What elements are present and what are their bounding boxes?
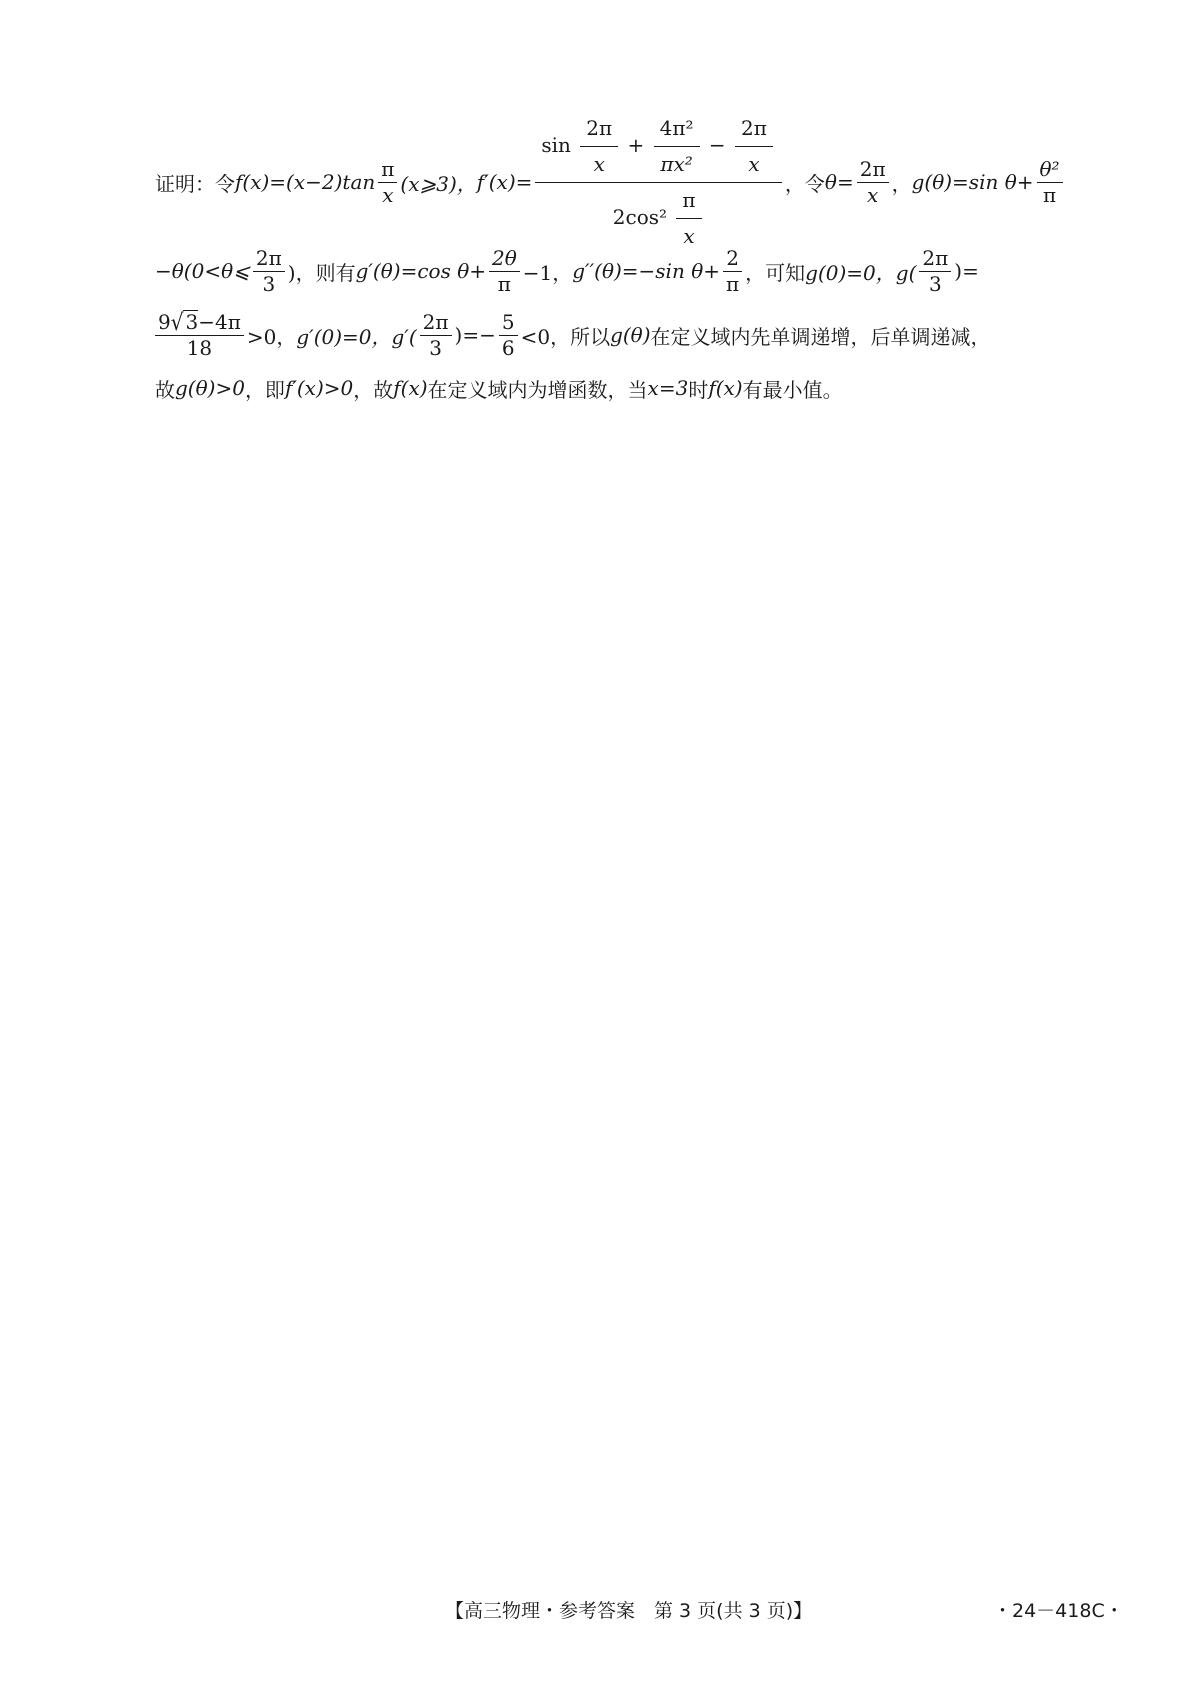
g-prime-definition: g′(θ)=cos θ+: [355, 259, 486, 283]
function-definition: f(x)=(x−2)tan: [235, 170, 376, 194]
fraction-numerator: 2π: [420, 311, 452, 336]
fraction-2pi-over-x: [580, 117, 618, 176]
g-prime-values: g′(0)=0，g′(: [296, 324, 417, 349]
fraction-numerator: 2θ: [489, 247, 520, 272]
fraction-denominator: πx²: [660, 151, 693, 176]
f-prime-positive: f′(x)>0: [284, 376, 354, 400]
sqrt-icon: √: [170, 308, 184, 336]
fraction-numerator: 4π²: [654, 117, 700, 147]
substitution-text: ，令: [784, 171, 825, 196]
fraction-numerator: 2π: [253, 247, 285, 272]
fraction-denominator: 3: [262, 271, 276, 296]
fraction-numerator: 2π: [919, 247, 951, 272]
equals-minus: )=−: [454, 323, 496, 347]
minus-4pi: −4π: [198, 310, 241, 334]
fraction-numerator: 2π: [735, 117, 773, 147]
fraction-2theta-over-pi: [489, 247, 520, 296]
fraction-pi-over-x: [676, 189, 701, 248]
fraction-pi-over-x: [378, 158, 397, 207]
fraction-numerator: 2π: [580, 117, 618, 147]
greater-than-zero: >0，: [246, 324, 297, 349]
fraction-2pi-over-3: [919, 247, 951, 296]
that-is-text: ，即: [244, 377, 285, 402]
theta-range: −θ(0<θ⩽: [155, 259, 250, 283]
proof-intro: 证明：令: [155, 171, 235, 196]
page-footer: [0, 1596, 1200, 1626]
fraction-denominator: π: [1042, 182, 1057, 207]
derivative-label: f′(x)=: [476, 170, 533, 194]
fraction-theta2-over-pi: [1037, 158, 1063, 207]
g-values: g(0)=0，g(: [805, 260, 917, 285]
f-of-x-2: f(x): [708, 376, 743, 400]
fraction-denominator: x: [748, 151, 760, 176]
fraction-denominator: 18: [186, 336, 213, 360]
fraction-denominator: x: [867, 182, 879, 207]
cos-squared-text: 2cos²: [612, 204, 668, 229]
derivative-denominator: [607, 183, 711, 248]
derivative-numerator: [535, 117, 782, 183]
fraction-denominator: x: [683, 223, 695, 248]
fraction-5-over-6: [499, 311, 518, 360]
footer-title: 【高三物理・参考答案 第 3 页(共 3 页)】: [445, 1600, 813, 1622]
derivative-fraction: [535, 117, 782, 248]
coefficient-nine: 9: [158, 310, 171, 334]
proof-line-2: [155, 240, 1090, 302]
minus-one: −1，: [522, 260, 573, 285]
fraction-2pi-over-3: [420, 311, 452, 360]
fraction-denominator: 6: [501, 335, 515, 360]
fraction-numerator: 5: [499, 311, 518, 336]
fraction-4pi2-over-pix2: [654, 117, 700, 176]
fraction-denominator: x: [382, 182, 394, 207]
fraction-numerator: π: [676, 189, 701, 219]
domain-condition: (x⩾3)，: [400, 171, 477, 196]
less-than-zero-therefore: <0，所以: [520, 324, 611, 349]
fraction-numerator: [155, 310, 244, 336]
monotonicity-statement: 在定义域内先单调递增，后单调递减，: [650, 324, 991, 349]
fraction-numerator: θ²: [1037, 158, 1063, 183]
sin-text: sin: [541, 132, 571, 157]
fraction-2-over-pi: [723, 247, 742, 296]
hence-text: 故: [155, 377, 175, 402]
fraction-denominator: x: [593, 151, 605, 176]
equals-sign: )=: [954, 259, 979, 283]
fraction-9root3-minus-4pi-over-18: [155, 310, 244, 360]
then-text: )，则有: [287, 260, 356, 285]
plus-sign: +: [627, 132, 645, 157]
fraction-numerator: 2π: [857, 158, 889, 183]
g-positive: g(θ)>0: [175, 376, 245, 400]
proof-line-4: [155, 368, 1090, 408]
fraction-denominator: 3: [429, 335, 442, 360]
theta-equals: θ=: [824, 170, 854, 194]
comma: ，: [891, 171, 912, 196]
fraction-denominator: π: [497, 271, 511, 296]
fraction-2pi-over-x: [735, 117, 773, 176]
fraction-numerator: π: [378, 158, 397, 183]
fraction-2pi-over-3: [253, 247, 285, 296]
f-of-x: f(x): [393, 376, 428, 400]
g-double-prime-definition: g′′(θ)=−sin θ+: [572, 259, 720, 283]
g-theta: g(θ): [610, 323, 651, 347]
fraction-denominator: 3: [928, 271, 942, 296]
footer-code: ・24－418C・: [993, 1600, 1124, 1622]
radicand: 3: [185, 310, 199, 334]
known-text: ，可知: [745, 260, 806, 285]
minimum-statement: 有最小值。: [742, 377, 843, 402]
when-text: 时: [688, 377, 709, 402]
proof-line-3: [155, 302, 1090, 368]
minus-sign: −: [708, 132, 726, 157]
g-theta-definition: g(θ)=sin θ+: [911, 170, 1034, 194]
fraction-2pi-over-x: [857, 158, 889, 207]
fraction-numerator: 2: [723, 247, 742, 272]
x-equals-3: x=3: [647, 376, 689, 400]
fraction-denominator: π: [726, 271, 740, 296]
hence-text-2: ，故: [353, 377, 394, 402]
increasing-statement: 在定义域内为增函数，当: [427, 377, 648, 402]
